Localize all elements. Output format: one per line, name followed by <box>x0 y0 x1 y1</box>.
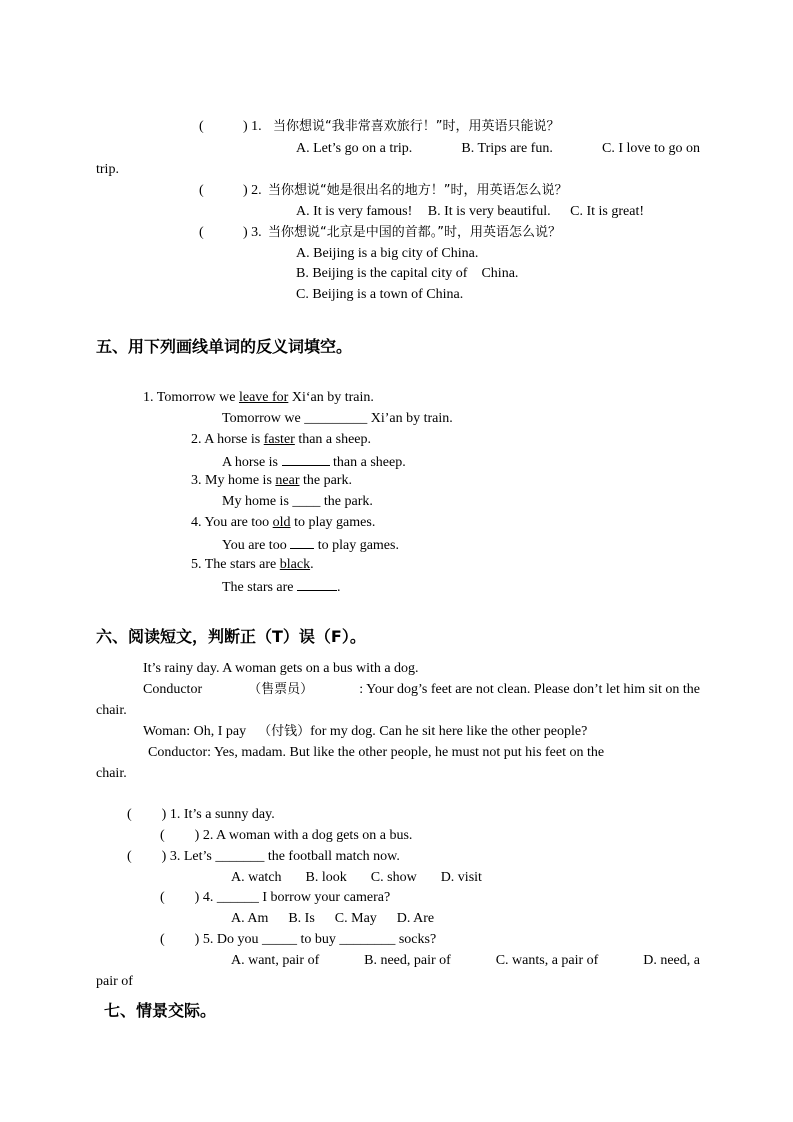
s6-q3-paren: ( <box>127 849 132 864</box>
section5-heading: 五、用下列画线单词的反义词填空。 <box>96 337 353 356</box>
q1-options <box>296 140 700 158</box>
s5-item1 <box>143 389 374 407</box>
s6-q3-options <box>231 869 482 887</box>
s5-item2-answer-pre: A horse is <box>222 455 282 470</box>
s5-item3-post: the park. <box>299 473 352 488</box>
section6-heading: 六、阅读短文，判断正（T）误（F）。 <box>96 627 366 646</box>
s6-q1 <box>127 806 275 824</box>
s6-q3-option-d: D. visit <box>440 870 482 885</box>
s5-item2-answer-post: than a sheep. <box>329 455 406 470</box>
passage-line-3: chair. <box>96 703 127 718</box>
passage-line-2 <box>143 681 700 699</box>
s6-q5-option-d: D. need, a <box>643 953 700 968</box>
s5-item5-answer <box>222 577 341 597</box>
q2-open-paren: ( <box>199 183 204 198</box>
s6-q5-text: ) 5. Do you _____ to buy ________ socks? <box>194 932 437 947</box>
s6-q4-text: ) 4. ______ I borrow your camera? <box>194 890 391 905</box>
s6-q5-paren: ( <box>160 932 165 947</box>
s6-q2-paren: ( <box>160 828 165 843</box>
s5-item4 <box>191 514 375 532</box>
q1-option-b: B. Trips are fun. <box>461 141 553 156</box>
q3-option-a: A. Beijing is a big city of China. <box>296 246 479 261</box>
q3-open-paren: ( <box>199 225 204 240</box>
s6-q4-option-a: A. Am <box>231 911 269 926</box>
q1-open-paren: ( <box>199 119 204 134</box>
s5-item2-post: than a sheep. <box>294 432 372 447</box>
s5-item2-answer <box>222 452 406 472</box>
s5-item5-post: . <box>310 557 314 572</box>
s6-q5-option-wrap: pair of <box>96 974 133 989</box>
q1-stem: 当你想说“我非常喜欢旅行！”时，用英语只能说？ <box>273 119 560 134</box>
s5-item1-answer: Tomorrow we _________ Xi’an by train. <box>222 411 453 426</box>
q3-option-b-line <box>296 265 518 283</box>
s6-q2-text: ) 2. A woman with a dog gets on a bus. <box>194 828 413 843</box>
s5-item4-pre: 4. You are too <box>191 515 273 530</box>
s5-item5 <box>191 556 314 574</box>
s6-q4-options <box>231 910 434 928</box>
q1-option-a: A. Let’s go on a trip. <box>296 141 413 156</box>
q2-option-c: C. It is great! <box>570 204 645 219</box>
s5-item5-blank[interactable] <box>297 577 337 591</box>
q2-option-b: B. It is very beautiful. <box>427 204 551 219</box>
s5-item4-underlined-word: old <box>272 515 291 530</box>
passage-line-4 <box>143 723 587 741</box>
q1-option-c: C. I love to go on <box>601 141 700 156</box>
s6-q5 <box>160 931 436 949</box>
passage-line-5 <box>148 744 700 762</box>
q2-number: ) 2. <box>243 183 262 198</box>
s5-item5-answer-pre: The stars are <box>222 580 298 595</box>
s6-q4-option-d: D. Are <box>396 911 435 926</box>
q2-stem: 当你想说“她是很出名的地方！”时，用英语怎么说？ <box>268 183 568 198</box>
passage-note-pay: （付钱） <box>258 724 311 739</box>
s5-item5-pre: 5. The stars are <box>191 557 280 572</box>
s6-q1-paren: ( <box>127 807 132 822</box>
q3-stem: 当你想说“北京是中国的首都。”时，用英语怎么说？ <box>268 225 561 240</box>
q3-option-b: B. Beijing is the capital city of <box>296 266 468 281</box>
q2-option-a: A. It is very famous! <box>296 204 413 219</box>
s5-item1-pre: 1. Tomorrow we <box>143 390 239 405</box>
s5-item4-post: to play games. <box>290 515 376 530</box>
s5-item1-post: Xi‘an by train. <box>288 390 374 405</box>
s6-q4-option-c: C. May <box>334 911 377 926</box>
s5-item5-underlined-word: black <box>279 557 311 572</box>
s5-item2-blank[interactable] <box>282 452 330 466</box>
s5-item2-pre: 2. A horse is <box>191 432 264 447</box>
q3-option-b-tail: China. <box>481 266 519 281</box>
q1-number: ) 1. <box>243 119 262 134</box>
s5-item3-pre: 3. My home is <box>191 473 276 488</box>
passage-speaker-conductor: Conductor <box>143 682 203 697</box>
passage-line-1: It’s rainy day. A woman gets on a bus with a dog. <box>143 661 419 676</box>
s6-q3-option-c: C. show <box>370 870 417 885</box>
s6-q1-text: ) 1. It’s a sunny day. <box>161 807 275 822</box>
s6-q2 <box>160 827 412 845</box>
s5-item3-underlined-word: near <box>275 473 300 488</box>
s6-q3 <box>127 848 400 866</box>
passage-note-conductor: （售票员） <box>248 682 314 697</box>
s6-q4 <box>160 889 390 907</box>
s5-item3 <box>191 472 352 490</box>
passage-line-2-text: : Your dog’s feet are not clean. Please don’t let him sit on the <box>359 682 700 697</box>
s6-q3-text: ) 3. Let’s _______ the football match now. <box>161 849 400 864</box>
s5-item2 <box>191 431 371 449</box>
q1-option-wrap: trip. <box>96 162 119 177</box>
q3-number: ) 3. <box>243 225 262 240</box>
passage-woman-start: Woman: Oh, I pay <box>143 724 247 739</box>
s5-item1-underlined-word: leave for <box>238 390 289 405</box>
q2-options <box>296 203 644 221</box>
s6-q5-option-c: C. wants, a pair of <box>495 953 599 968</box>
s5-item2-underlined-word: faster <box>263 432 295 447</box>
passage-line-5-text: Conductor: Yes, madam. But like the other people, he must not put his feet on the <box>148 745 605 760</box>
s6-q3-option-a: A. watch <box>231 870 282 885</box>
passage-line-6: chair. <box>96 766 127 781</box>
s5-item5-answer-post: . <box>337 580 341 595</box>
s6-q5-option-a: A. want, pair of <box>231 953 320 968</box>
s5-item4-answer-pre: You are too <box>222 538 291 553</box>
s6-q3-option-b: B. look <box>305 870 347 885</box>
s5-item4-answer-post: to play games. <box>314 538 399 553</box>
s6-q5-option-b: B. need, pair of <box>364 953 451 968</box>
s5-item4-answer <box>222 535 399 555</box>
section7-heading: 七、情景交际。 <box>104 1001 217 1020</box>
s5-item3-answer: My home is ____ the park. <box>222 494 373 509</box>
s6-q4-option-b: B. Is <box>288 911 315 926</box>
s6-q5-options <box>231 952 700 970</box>
passage-woman-end: for my dog. Can he sit here like the other people? <box>310 724 588 739</box>
s6-q4-paren: ( <box>160 890 165 905</box>
q3-option-c: C. Beijing is a town of China. <box>296 287 464 302</box>
s5-item4-blank[interactable] <box>290 535 314 549</box>
